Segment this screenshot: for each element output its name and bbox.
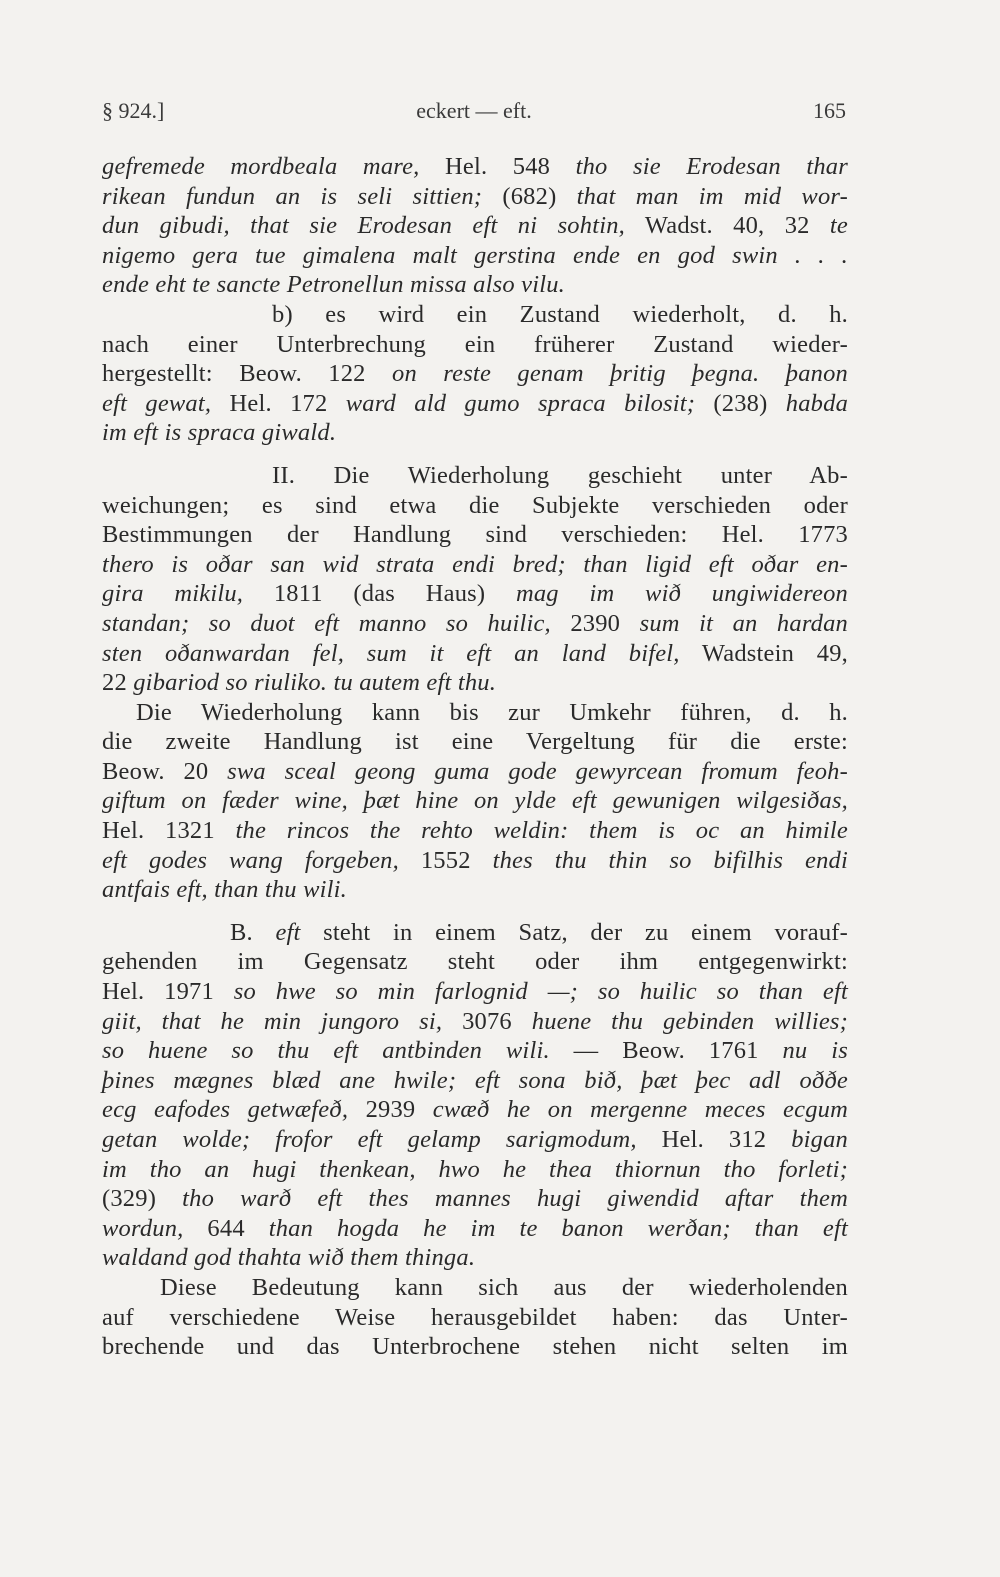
header-title: eckert — eft.: [416, 98, 532, 123]
paragraph-gap: [102, 448, 848, 461]
body-text: [102, 152, 848, 1362]
text-line: Beow. 20 swa sceal geong guma gode gewyrcean fromum feoh-: [102, 757, 848, 785]
section-number: § 924.]: [102, 98, 165, 123]
text-line: die zweite Handlung ist eine Vergeltung für die erste:: [102, 728, 848, 756]
text-line: wordun, 644 than hogda he im te banon werðan; than eft: [102, 1214, 849, 1242]
text-line: gira mikilu, 1811 (das Haus) mag im wið ungiwidereon: [102, 580, 848, 608]
text-line: Die Wiederholung kann bis zur Umkehr führen, d. h.: [136, 698, 848, 726]
text-line: hergestellt: Beow. 122 on reste genam þritig þegna. þanon: [102, 360, 848, 388]
text-line: auf verschiedene Weise herausgebildet haben: das Unter-: [102, 1303, 848, 1331]
page-number: 165: [813, 98, 846, 123]
text-line: nigemo gera tue gimalena malt gerstina ende en god swin . . .: [102, 241, 848, 269]
text-line: getan wolde; frofor eft gelamp sarigmodum, Hel. 312 bigan: [102, 1126, 848, 1153]
text-line: ende eht te sancte Petronellun missa also vilu.: [102, 271, 566, 299]
text-line: Diese Bedeutung kann sich aus der wiederholenden: [160, 1273, 848, 1301]
text-line: weichungen; es sind etwa die Subjekte verschieden oder: [102, 491, 848, 519]
text-line: so huene so thu eft antbinden wili. — Beow. 1761 nu is: [102, 1037, 848, 1065]
text-line: ecg eafodes getwæfeð, 2939 cwæð he on mergenne meces ecgum: [102, 1096, 848, 1124]
text-line: gefremede mordbeala mare, Hel. 548 tho sie Erodesan thar: [102, 153, 848, 180]
text-line: II. Die Wiederholung geschieht unter Ab-: [272, 461, 848, 489]
text-line: dun gibudi, that sie Erodesan eft ni sohtin, Wadst. 40, 32 te: [102, 212, 849, 240]
text-line: gehenden im Gegensatz steht oder ihm entgegenwirkt:: [102, 948, 848, 976]
text-line: eft godes wang forgeben, 1552 thes thu thin so bifilhis endi: [102, 846, 848, 874]
text-line: þines mægnes blæd ane hwile; eft sona bið, þæt þec adl oððe: [102, 1066, 848, 1094]
text-line: im tho an hugi thenkean, hwo he thea thiornun tho forleti;: [102, 1155, 848, 1183]
text-line: giit, that he min jungoro si, 3076 huene thu gebinden willies;: [102, 1007, 849, 1035]
text-line: im eft is spraca giwald.: [102, 419, 337, 447]
text-line: eft gewat, Hel. 172 ward ald gumo spraca bilosit; (238) habda: [102, 389, 849, 417]
text-line: Hel. 1971 so hwe so min farlognid —; so huilic so than eft: [102, 978, 848, 1006]
text-line: waldand god thahta wið them thinga.: [102, 1244, 476, 1272]
text-line: sten oðanwardan fel, sum it eft an land bifel, Wadstein 49,: [102, 639, 849, 667]
running-header: [102, 98, 846, 132]
text-line: 22 gibariod so riuliko. tu autem eft thu.: [102, 669, 497, 697]
text-line: nach einer Unterbrechung ein früherer Zustand wieder-: [102, 330, 848, 358]
text-line: standan; so duot eft manno so huilic, 2390 sum it an hardan: [102, 609, 848, 637]
text-line: Hel. 1321 the rincos the rehto weldin: them is oc an himile: [102, 817, 848, 845]
text-line: b) es wird ein Zustand wiederholt, d. h.: [272, 300, 848, 328]
text-line: (329) tho warð eft thes mannes hugi giwendid aftar them: [102, 1185, 848, 1213]
text-line: giftum on fæder wine, þæt hine on ylde eft gewunigen wilgesiðas,: [102, 787, 848, 815]
text-line: Bestimmungen der Handlung sind verschieden: Hel. 1773: [102, 521, 848, 549]
text-line: brechende und das Unterbrochene stehen nicht selten im: [102, 1333, 848, 1361]
text-line: rikean fundun an is seli sittien; (682) that man im mid wor-: [102, 182, 849, 210]
text-line: antfais eft, than thu wili.: [102, 876, 347, 904]
text-line: thero is oðar san wid strata endi bred; than ligid eft oðar en-: [102, 550, 848, 578]
paragraph-gap: [102, 905, 848, 918]
text-line: B. eft steht in einem Satz, der zu einem vorauf-: [230, 918, 848, 946]
